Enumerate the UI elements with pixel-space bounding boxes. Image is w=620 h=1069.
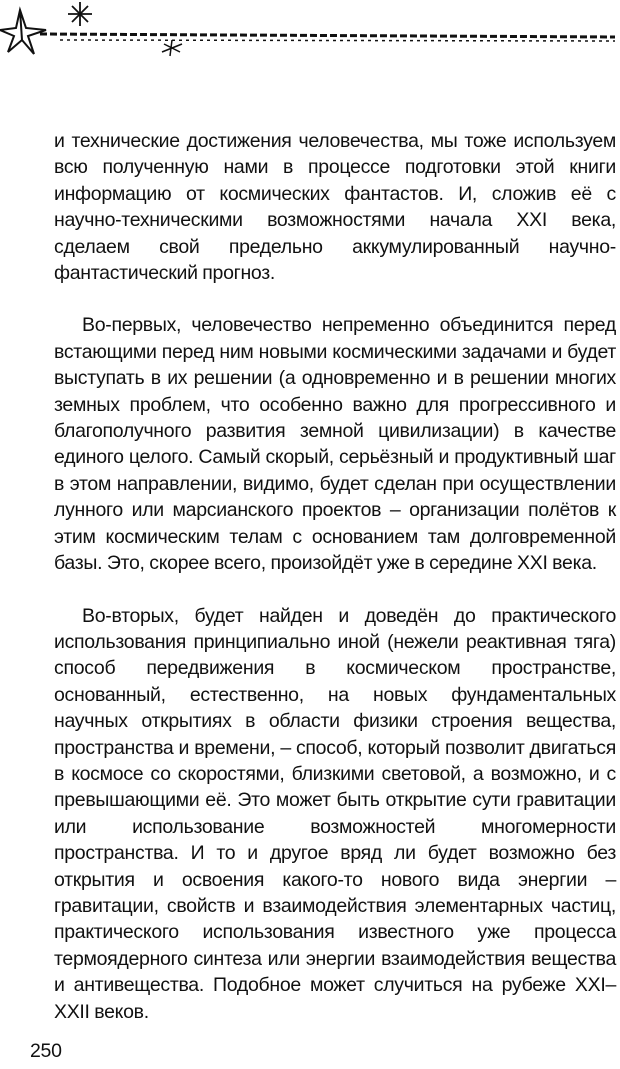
page-number: 250: [30, 1040, 62, 1062]
header-star-ornament: [0, 0, 620, 60]
dashed-rule: [40, 34, 615, 41]
paragraph-2: Во-первых, человечество непременно объединится перед встающими перед ним новыми космическими задачами и будет выступать в их решении (а одновременно и в решении многих земных проблем, что особенно важно для прогрессивного и благополучного развития земной цивилизации) в качестве единого целого. Самый скорый, серьёзный и продуктивный шаг в этом направлении, видимо, будет сделан при осуществлении лунного или марсианского проектов – организации полётов к этим космическим телам с основанием там долговременной базы. Это, скорее всего, произойдёт уже в середине XXI века.: [54, 314, 616, 575]
paragraph-1: и технические достижения человечества, мы тоже используем всю полученную нами в процессе подготовки этой книги информацию от космических фантастов. И, сложив её с научно-техническими возможностями начала XXI века, сделаем свой предельно аккумулированный научно-фантастический прогноз.: [54, 130, 616, 285]
small-star-icon: [68, 2, 92, 26]
tiny-star-icon: [162, 40, 182, 56]
paragraph-3: Во-вторых, будет найден и доведён до практического использования принципиально иной (нежели реактивная тяга) способ передвижения в космическом пространстве, основанный, естественно, на новых фундаментальных научных открытиях в области физики строения вещества, пространства и времени, – способ, который позволит двигаться в космосе со скоростями, близкими световой, а возможно, и с превышающими её. Это может быть открытие сути гравитации или использование возможностей многомерности пространства. И то и другое вряд ли будет возможно без открытия и освоения какого-то нового вида энергии – гравитации, свойств и взаимодействия элементарных частиц, практического использования известного уже процесса термоядерного синтеза или энергии взаимодействия вещества и антивещества. Подобное может случиться на рубеже XXI–XXII веков.: [54, 604, 616, 1023]
starburst-icon: [0, 10, 46, 54]
page-body: [54, 128, 616, 1025]
